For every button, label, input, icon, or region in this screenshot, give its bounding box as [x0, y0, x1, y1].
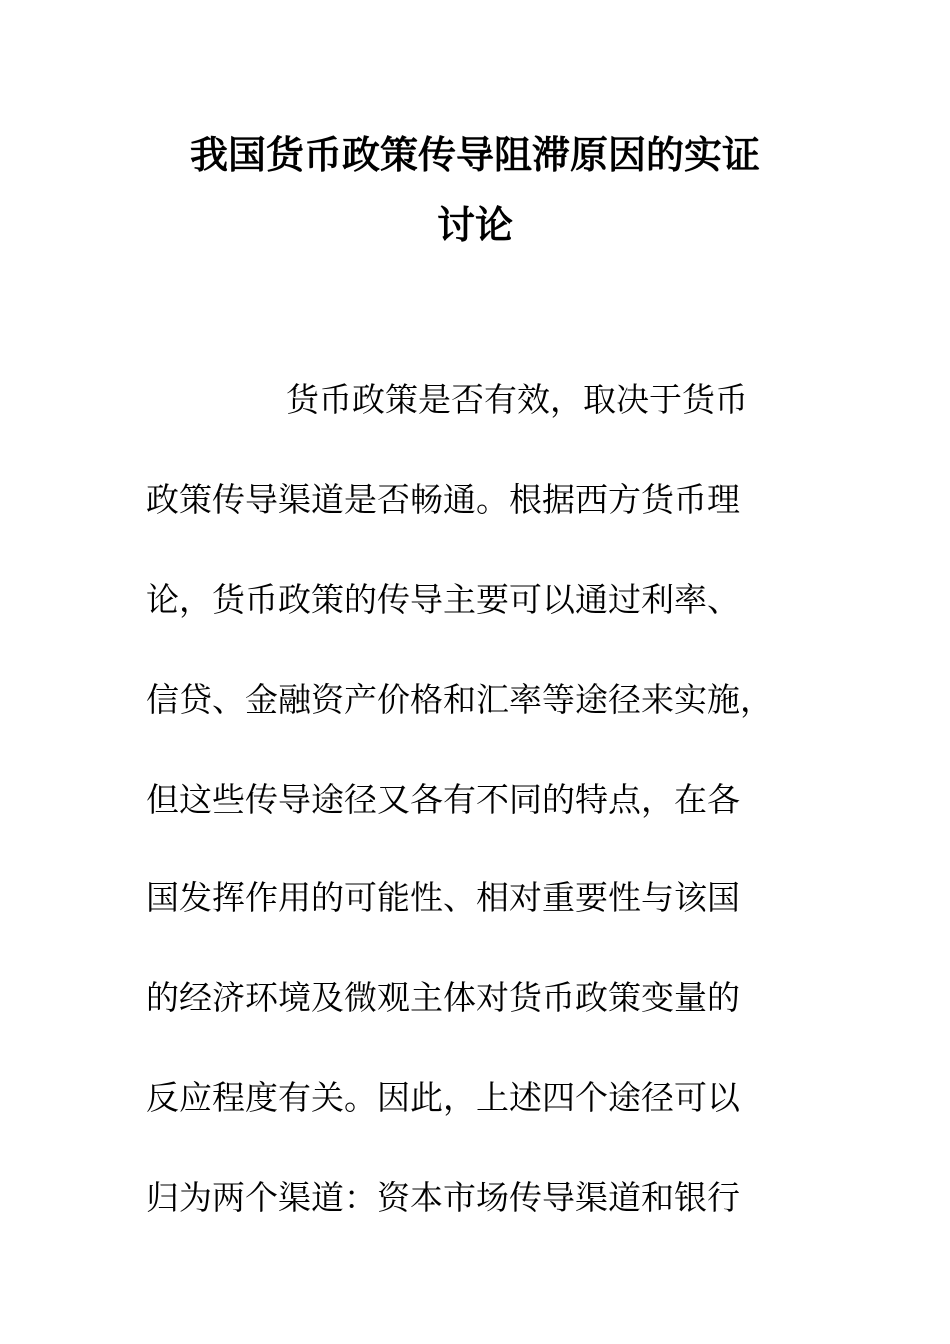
document-title-line-1: 我国货币政策传导阻滞原因的实证: [189, 132, 760, 177]
paragraph-line-8: 反应程度有关。因此，上述四个途径可以: [146, 1078, 740, 1117]
paragraph-line-5: 但这些传导途径又各有不同的特点，在各: [146, 780, 740, 819]
document-title-line-2: 讨论: [436, 202, 513, 247]
paragraph-line-7: 的经济环境及微观主体对货币政策变量的: [146, 978, 740, 1017]
paragraph-line-6: 国发挥作用的可能性、相对重要性与该国: [146, 878, 740, 917]
paragraph-line-9: 归为两个渠道：资本市场传导渠道和银行: [146, 1178, 740, 1217]
paragraph-line-2: 政策传导渠道是否畅通。根据西方货币理: [146, 480, 740, 519]
paragraph-line-4: 信贷、金融资产价格和汇率等途径来实施，: [146, 680, 773, 719]
paragraph-line-1: 货币政策是否有效，取决于货币: [286, 380, 748, 419]
paragraph-line-3: 论，货币政策的传导主要可以通过利率、: [146, 580, 740, 619]
